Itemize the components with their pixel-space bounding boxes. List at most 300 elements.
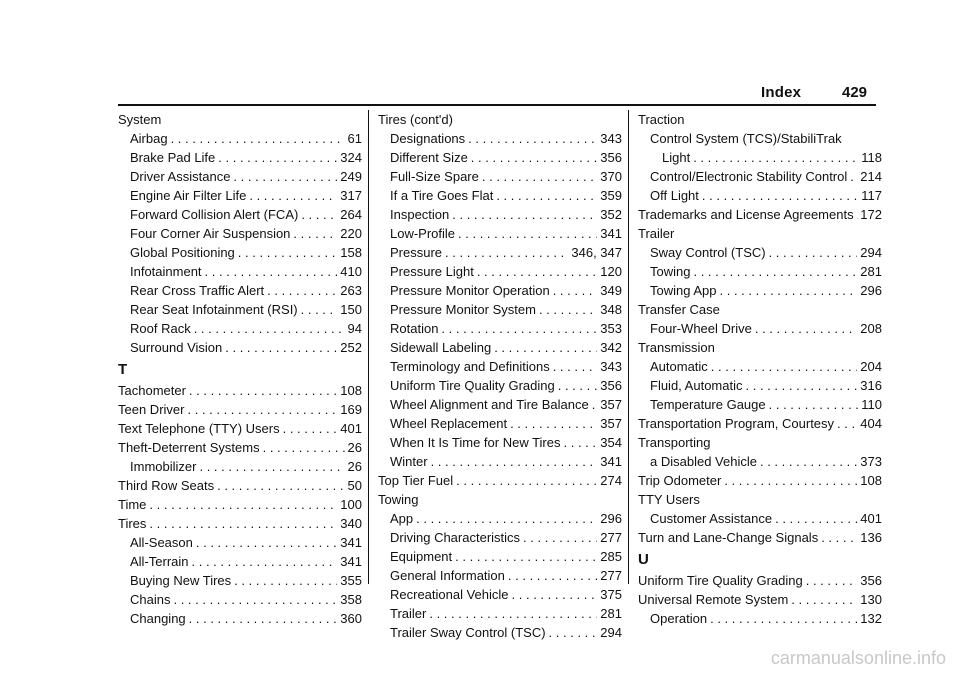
dot-leader [301,205,337,224]
index-entry-text: Control/Electronic Stability Control [650,169,848,184]
index-entry [638,528,882,547]
index-entry-text: All-Terrain [130,554,189,569]
dot-leader [217,476,344,495]
index-page-ref: 316 [860,378,882,393]
index-page-ref: 359 [600,188,622,203]
index-entry-text: Temperature Gauge [650,397,766,412]
index-entry [378,414,622,433]
dot-leader [523,528,597,547]
index-entry-text: Turn and Lane-Change Signals [638,530,819,545]
index-page-ref: 26 [347,459,362,474]
index-entry-text: Four-Wheel Drive [650,321,752,336]
index-entry [118,224,362,243]
dot-leader [710,609,857,628]
index-entry [378,566,622,585]
dot-leader [564,433,598,452]
index-entry [118,110,362,129]
index-entry [638,571,882,590]
dot-leader [267,281,337,300]
index-page-ref: 26 [347,440,362,455]
index-page-ref: 324 [340,150,362,165]
index-page-ref: 296 [600,511,622,526]
index-entry [638,224,882,243]
index-entry-text: Sway Control (TSC) [650,245,766,260]
index-entry-text: Transmission [638,340,715,355]
dot-leader [510,414,597,433]
index-letter-heading: U [638,551,649,568]
section-title: Index [761,84,802,101]
dot-leader [755,319,857,338]
index-entry-text: Driving Characteristics [390,530,521,545]
index-entry-text: Top Tier Fuel [378,473,454,488]
index-entry [118,167,362,186]
header-rule [118,104,876,106]
index-entry-text: Third Row Seats [118,478,215,493]
index-page-ref: 370 [600,169,622,184]
index-entry [118,262,362,281]
dot-leader [553,281,598,300]
index-page-ref: 136 [860,530,882,545]
index-page-ref: 118 [861,150,882,165]
index-page-ref: 108 [340,383,362,398]
index-entry-text: Uniform Tire Quality Grading [390,378,555,393]
index-entry [118,590,362,609]
index-entry [378,604,622,623]
dot-leader [234,571,337,590]
dot-leader [416,509,597,528]
index-page-ref: 353 [600,321,622,336]
index-entry [378,224,622,243]
dot-leader [693,148,858,167]
column-divider [628,110,629,584]
index-entry-text: Rear Seat Infotainment (RSI) [130,302,298,317]
index-entry [378,205,622,224]
index-entry [378,376,622,395]
index-page-ref: 349 [600,283,622,298]
index-page-ref: 356 [860,573,882,588]
index-page-ref: 94 [347,321,362,336]
index-entry-text: Inspection [390,207,450,222]
index-page-ref: 296 [860,283,882,298]
index-entry-text: Sidewall Labeling [390,340,492,355]
index-entry-text: Pressure Monitor System [390,302,536,317]
index-entry-text: Different Size [390,150,468,165]
dot-leader [192,552,338,571]
index-page-ref: 341 [600,454,622,469]
index-page-ref: 130 [860,592,882,607]
dot-leader [455,547,597,566]
dot-leader [775,509,857,528]
dot-leader [149,514,337,533]
index-entry [638,186,882,205]
index-entry [378,623,622,642]
index-page-ref: 401 [340,421,362,436]
index-entry [378,490,622,509]
index-entry-text: Forward Collision Alert (FCA) [130,207,299,222]
index-entry [378,281,622,300]
index-page-ref: 410 [340,264,362,279]
index-entry-text: Chains [130,592,171,607]
index-entry-text: General Information [390,568,505,583]
index-entry [378,585,622,604]
index-entry-text: Theft-Deterrent Systems [118,440,260,455]
index-entry-text: Airbag [130,131,168,146]
index-page-ref: 375 [600,587,622,602]
dot-leader [249,186,337,205]
index-entry-text: Full-Size Spare [390,169,479,184]
dot-leader [218,148,337,167]
index-entry-text: Four Corner Air Suspension [130,226,291,241]
index-entry [118,338,362,357]
index-page-ref: 281 [860,264,882,279]
index-entry-text: Tires (cont'd) [378,112,453,127]
index-page-ref: 158 [340,245,362,260]
watermark: carmanualsonline.info [770,648,946,668]
index-entry-text: Automatic [650,359,708,374]
index-entry-text: Off Light [650,188,699,203]
dot-leader [821,528,857,547]
dot-leader [431,452,598,471]
index-page-ref: 360 [340,611,362,626]
index-page-ref: 117 [861,188,882,203]
index-entry-text: Global Positioning [130,245,235,260]
index-page-ref: 352 [600,207,622,222]
index-entry [378,433,622,452]
dot-leader [549,623,598,642]
index-page-ref: 357 [600,416,622,431]
index-page-ref: 281 [600,606,622,621]
dot-leader [702,186,858,205]
index-entry [118,571,362,590]
index-entry [118,514,362,533]
index-column-3 [638,110,882,628]
index-entry [118,609,362,628]
dot-leader [441,319,597,338]
index-entry [638,395,882,414]
index-entry [378,110,622,129]
index-entry-text: a Disabled Vehicle [650,454,757,469]
dot-leader [456,471,597,490]
index-page-ref: 317 [340,188,362,203]
index-entry-text: Driver Assistance [130,169,231,184]
index-page-ref: 348 [600,302,622,317]
index-entry-text: Light [662,150,691,165]
index-entry-text: Customer Assistance [650,511,773,526]
index-entry [638,243,882,262]
index-page-ref: 169 [340,402,362,417]
index-page-ref: 264 [340,207,362,222]
index-entry-text: Transportation Program, Courtesy [638,416,835,431]
index-page-ref: 277 [600,568,622,583]
index-page-ref: 357 [600,397,622,412]
index-entry-text: Rotation [390,321,439,336]
index-entry-text: Infotainment [130,264,202,279]
index-entry-text: Universal Remote System [638,592,789,607]
index-entry [118,129,362,148]
index-page-ref: 132 [860,611,882,626]
index-entry-text: Towing [650,264,691,279]
dot-leader [301,300,338,319]
index-entry [378,357,622,376]
index-page-ref: 356 [600,378,622,393]
dot-leader [171,129,345,148]
index-entry [638,129,882,148]
index-entry-text: Operation [650,611,708,626]
index-entry-text: Text Telephone (TTY) Users [118,421,280,436]
index-entry-text: When It Is Time for New Tires [390,435,561,450]
index-entry [638,357,882,376]
index-entry [118,438,362,457]
dot-leader [512,585,598,604]
index-entry-text: Equipment [390,549,453,564]
index-entry-text: Tachometer [118,383,186,398]
index-page-ref: 172 [860,207,882,222]
dot-leader [187,400,337,419]
index-entry-text: Buying New Tires [130,573,232,588]
index-entry-text: Trip Odometer [638,473,722,488]
index-entry [118,205,362,224]
index-entry-text: Wheel Replacement [390,416,508,431]
index-entry [638,609,882,628]
dot-leader [857,205,858,224]
index-page-ref: 343 [600,131,622,146]
index-entry [378,452,622,471]
index-page-ref: 346, 347 [571,245,622,260]
index-entry [378,243,622,262]
dot-leader [199,457,344,476]
dot-leader [769,395,859,414]
index-page-ref: 285 [600,549,622,564]
index-entry-text: All-Season [130,535,193,550]
dot-leader [724,471,857,490]
dot-leader [553,357,598,376]
index-page-ref: 249 [340,169,362,184]
index-entry [378,547,622,566]
index-entry [638,338,882,357]
index-page-ref: 294 [860,245,882,260]
index-entry-text: Pressure [390,245,443,260]
index-page-ref: 340 [340,516,362,531]
dot-leader [482,167,597,186]
index-page-ref: 263 [340,283,362,298]
index-entry-text: Transfer Case [638,302,720,317]
index-entry [118,243,362,262]
index-entry [118,419,362,438]
index-column-1 [118,110,362,628]
index-entry-text: Pressure Light [390,264,474,279]
index-page-ref: 355 [340,573,362,588]
dot-leader [458,224,597,243]
index-page-ref: 274 [600,473,622,488]
index-page-ref: 50 [347,478,362,493]
index-page-ref: 110 [861,397,882,412]
index-page-ref: 343 [600,359,622,374]
index-entry [118,495,362,514]
index-page-ref: 108 [860,473,882,488]
dot-leader [233,167,337,186]
dot-leader [445,243,568,262]
index-entry [638,433,882,452]
index-page-ref: 404 [860,416,882,431]
dot-leader [429,604,597,623]
index-entry [638,110,882,129]
column-divider [368,110,369,584]
index-page-ref: 354 [600,435,622,450]
index-entry-text: Immobilizer [130,459,197,474]
index-entry [378,395,622,414]
index-entry [638,452,882,471]
dot-leader [238,243,338,262]
index-entry-text: Trailer [638,226,675,241]
dot-leader [592,395,598,414]
index-entry-text: Designations [390,131,466,146]
dot-leader [293,224,337,243]
dot-leader [806,571,858,590]
dot-leader [760,452,857,471]
index-entry-text: Recreational Vehicle [390,587,509,602]
index-entry [638,376,882,395]
index-page-ref: 341 [600,226,622,241]
index-entry-text: Time [118,497,147,512]
dot-leader [693,262,857,281]
index-entry [378,262,622,281]
page-header [0,84,960,104]
index-entry [378,338,622,357]
index-entry [638,300,882,319]
index-entry-text: Brake Pad Life [130,150,216,165]
index-page-ref: 120 [600,264,622,279]
index-entry [118,186,362,205]
index-entry-text: Uniform Tire Quality Grading [638,573,803,588]
index-entry [118,533,362,552]
dot-leader [711,357,857,376]
index-entry-text: If a Tire Goes Flat [390,188,494,203]
dot-leader [769,243,858,262]
index-entry [378,319,622,338]
dot-leader [494,338,597,357]
dot-leader [205,262,338,281]
index-entry [118,148,362,167]
index-page-ref: 214 [860,169,882,184]
dot-leader [746,376,858,395]
dot-leader [720,281,858,300]
index-entry-text: System [118,112,162,127]
index-page-ref: 342 [600,340,622,355]
index-page-ref: 356 [600,150,622,165]
dot-leader [477,262,597,281]
dot-leader [196,533,337,552]
index-page-ref: 277 [600,530,622,545]
dot-leader [225,338,337,357]
dot-leader [189,381,337,400]
index-entry [118,300,362,319]
index-entry-text: Wheel Alignment and Tire Balance [390,397,589,412]
index-entry [638,281,882,300]
index-entry-text: Roof Rack [130,321,191,336]
index-entry [118,381,362,400]
dot-leader [837,414,857,433]
index-entry [378,509,622,528]
index-entry-text: Engine Air Filter Life [130,188,247,203]
index-entry [118,319,362,338]
dot-leader [173,590,337,609]
dot-leader [468,129,597,148]
dot-leader [452,205,597,224]
index-entry-text: Trailer Sway Control (TSC) [390,625,546,640]
dot-leader [283,419,338,438]
index-entry-text: Pressure Monitor Operation [390,283,550,298]
index-entry [118,400,362,419]
index-entry-text: Low-Profile [390,226,456,241]
dot-leader [791,590,857,609]
index-entry-text: TTY Users [638,492,700,507]
index-entry-text: Towing [378,492,419,507]
index-entry-text: Teen Driver [118,402,185,417]
dot-leader [508,566,597,585]
index-entry-text: Trailer [390,606,427,621]
index-entry [378,186,622,205]
index-entry [638,205,882,224]
index-entry [638,471,882,490]
index-entry [378,129,622,148]
index-entry-text: Transporting [638,435,711,450]
index-entry [378,528,622,547]
index-page-ref: 208 [860,321,882,336]
index-entry-text: Surround Vision [130,340,223,355]
dot-leader [263,438,345,457]
index-entry-text: Towing App [650,283,717,298]
dot-leader [149,495,337,514]
dot-leader [189,609,338,628]
index-entry [118,476,362,495]
index-page-ref: 100 [340,497,362,512]
index-entry [118,281,362,300]
index-entry [638,490,882,509]
index-entry-text: App [390,511,414,526]
index-entry [638,148,882,167]
index-entry [638,167,882,186]
index-entry [638,509,882,528]
index-entry [638,262,882,281]
dot-leader [558,376,598,395]
index-page-ref: 252 [340,340,362,355]
dot-leader [850,167,857,186]
index-entry-text: Trademarks and License Agreements [638,207,854,222]
dot-leader [539,300,597,319]
index-entry [118,457,362,476]
index-page-ref: 401 [860,511,882,526]
index-entry [638,319,882,338]
index-entry-text: Control System (TCS)/StabiliTrak [650,131,842,146]
index-entry-text: Changing [130,611,186,626]
index-page-ref: 373 [860,454,882,469]
index-page-ref: 204 [860,359,882,374]
index-entry [378,471,622,490]
index-entry [378,167,622,186]
index-entry-text: Fluid, Automatic [650,378,743,393]
index-page-ref: 358 [340,592,362,607]
index-page-ref: 220 [340,226,362,241]
dot-leader [471,148,598,167]
dot-leader [496,186,597,205]
index-letter-heading: T [118,361,128,378]
index-page-ref: 294 [600,625,622,640]
index-entry [638,414,882,433]
index-page-ref: 61 [347,131,362,146]
index-entry-text: Tires [118,516,147,531]
index-entry [378,300,622,319]
index-column-2 [378,110,622,642]
